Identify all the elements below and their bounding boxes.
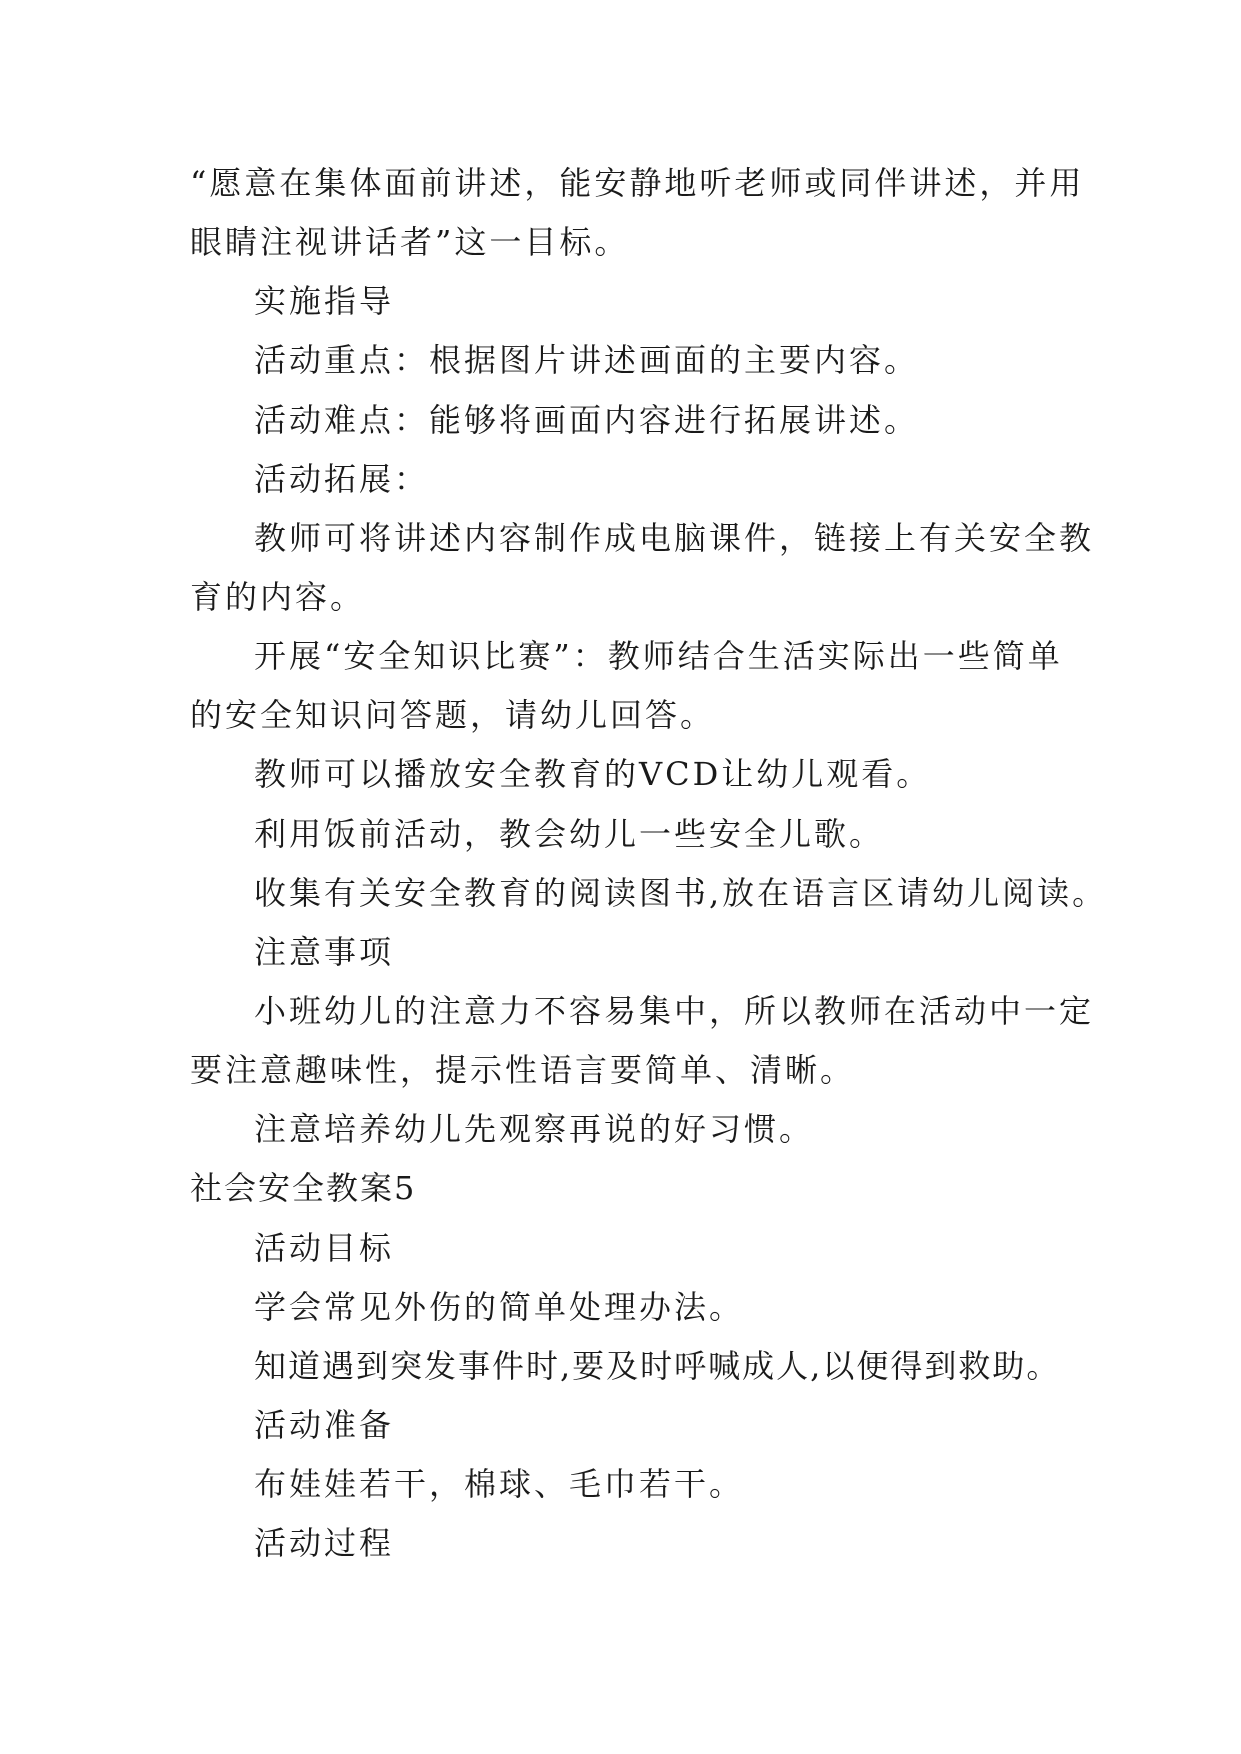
paragraph-line: 布娃娃若干，棉球、毛巾若干。 — [254, 1465, 745, 1503]
paragraph-line: 育的内容。 — [190, 578, 366, 616]
section-heading: 注意事项 — [254, 933, 395, 971]
paragraph-line: 活动难点：能够将画面内容进行拓展讲述。 — [254, 401, 920, 439]
paragraph-line: 眼睛注视讲话者”这一目标。 — [190, 223, 630, 261]
section-heading: 实施指导 — [254, 282, 395, 320]
paragraph-line: 知道遇到突发事件时,要及时呼喊成人,以便得到救助。 — [254, 1347, 1061, 1385]
section-heading: 活动目标 — [254, 1229, 395, 1267]
paragraph-line: 的安全知识问答题，请幼儿回答。 — [190, 696, 716, 734]
section-heading: 活动拓展： — [254, 460, 430, 498]
paragraph-line: 活动重点：根据图片讲述画面的主要内容。 — [254, 341, 920, 379]
paragraph-line: 利用饭前活动，教会幼儿一些安全儿歌。 — [254, 815, 885, 853]
paragraph-line: 小班幼儿的注意力不容易集中，所以教师在活动中一定 — [254, 992, 1095, 1030]
paragraph-line: 教师可将讲述内容制作成电脑课件，链接上有关安全教 — [254, 519, 1095, 557]
document-title: 社会安全教案5 — [190, 1169, 417, 1207]
paragraph-line: 要注意趣味性，提示性语言要简单、清晰。 — [190, 1051, 856, 1089]
section-heading: 活动准备 — [254, 1406, 395, 1444]
paragraph-line: 教师可以播放安全教育的VCD让幼儿观看。 — [254, 755, 932, 793]
paragraph-line: 收集有关安全教育的阅读图书,放在语言区请幼儿阅读。 — [254, 874, 1108, 912]
paragraph-line: 注意培养幼儿先观察再说的好习惯。 — [254, 1110, 815, 1148]
section-heading: 活动过程 — [254, 1524, 395, 1562]
paragraph-line: 开展“安全知识比赛”：教师结合生活实际出一些简单 — [254, 637, 1063, 675]
paragraph-line: “愿意在集体面前讲述，能安静地听老师或同伴讲述，并用 — [190, 164, 1085, 202]
paragraph-line: 学会常见外伤的简单处理办法。 — [254, 1288, 745, 1326]
